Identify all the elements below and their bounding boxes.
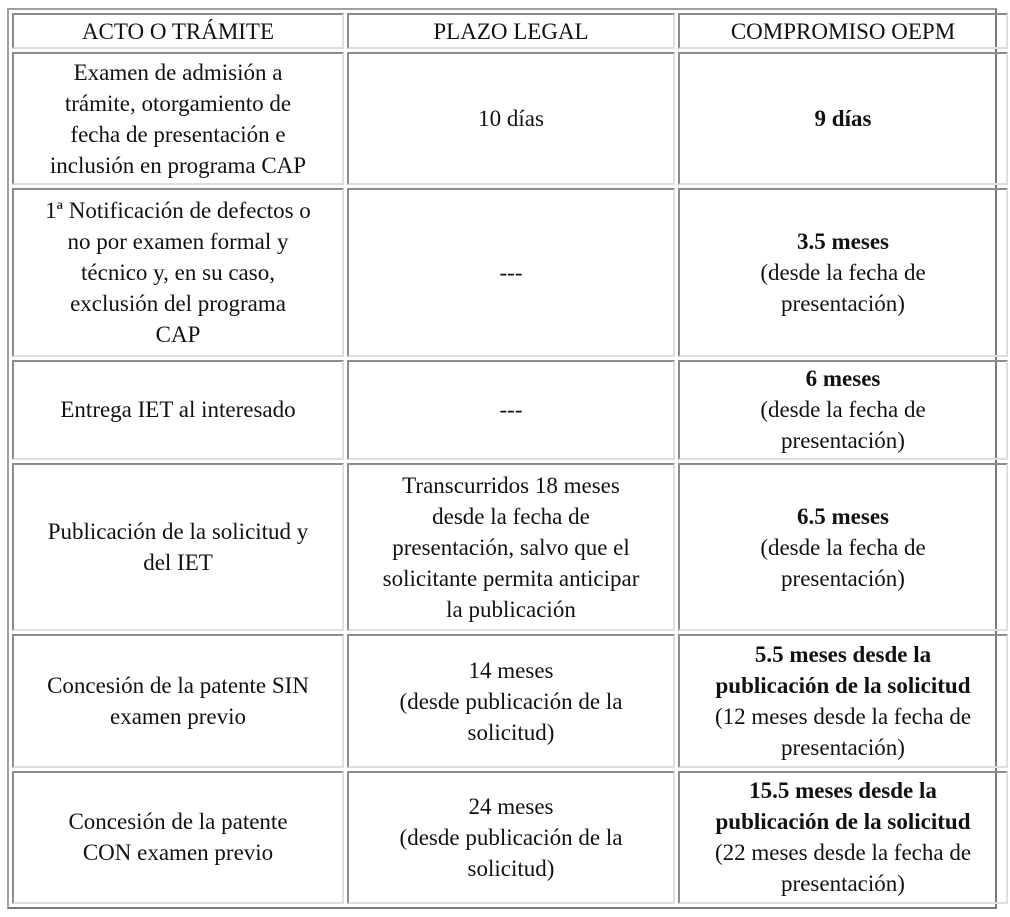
cell-acto xyxy=(12,463,344,631)
acto-text-line: examen previo xyxy=(109,704,247,729)
compromiso-bold-line: publicación de la solicitud xyxy=(715,809,971,835)
plazo-text-line: 24 meses xyxy=(468,793,554,819)
compromiso-text-line: presentación) xyxy=(781,735,905,760)
header-plazo: PLAZO LEGAL xyxy=(347,13,675,49)
plazo-text-line: solicitante permita anticipar xyxy=(382,565,640,591)
plazo-text-line: 10 días xyxy=(478,106,544,132)
cell-plazo xyxy=(347,360,675,460)
table-row xyxy=(12,634,1008,767)
plazo-text-line: --- xyxy=(499,397,523,423)
plazo-text-line: presentación, salvo que el xyxy=(392,534,630,560)
acto-text-line: CON examen previo xyxy=(82,840,274,866)
plazo-text-line: --- xyxy=(499,260,523,285)
compromiso-text-line: (12 meses desde la fecha de xyxy=(714,704,972,729)
plazo-text-line: 14 meses xyxy=(468,657,554,683)
header-row xyxy=(12,13,1008,49)
acto-text-line: no por examen formal y xyxy=(67,229,289,254)
compromiso-bold-line: 5.5 meses desde la xyxy=(754,642,932,667)
cell-plazo xyxy=(347,634,675,767)
acto-text-line: trámite, otorgamiento de xyxy=(64,90,292,116)
plazo-text-line: (desde publicación de la xyxy=(399,824,623,850)
compromiso-text-line: presentación) xyxy=(781,428,905,454)
compromiso-text-line: (desde la fecha de xyxy=(760,534,926,560)
plazo-text-line: desde la fecha de xyxy=(432,503,590,529)
table-row xyxy=(12,52,1008,185)
compromiso-text-line: presentación) xyxy=(781,565,905,591)
cell-plazo xyxy=(347,188,675,356)
compromiso-bold-line: 6.5 meses xyxy=(797,503,889,529)
cell-compromiso xyxy=(678,360,1008,460)
compromiso-text-line: presentación) xyxy=(781,871,905,897)
acto-text-line: inclusión en programa CAP xyxy=(49,152,307,178)
cell-compromiso xyxy=(678,188,1008,356)
acto-text-line: Concesión de la patente xyxy=(68,809,288,835)
cell-acto xyxy=(12,360,344,460)
compromiso-bold-line: 15.5 meses desde la xyxy=(749,778,937,804)
acto-text-line: exclusión del programa xyxy=(70,291,286,316)
acto-text-line: Examen de admisión a xyxy=(73,59,283,85)
table-row xyxy=(12,463,1008,631)
acto-text-line: 1ª Notificación de defectos o xyxy=(45,198,311,223)
plazo-text-line: solicitud) xyxy=(467,855,555,881)
table-row xyxy=(12,188,1008,356)
acto-text-line: Concesión de la patente SIN xyxy=(47,673,309,698)
acto-text-line: CAP xyxy=(155,322,201,347)
table-row xyxy=(12,771,1008,904)
table-body xyxy=(12,52,1008,904)
plazos-table-frame xyxy=(7,8,997,909)
compromiso-text-line: (desde la fecha de xyxy=(760,260,926,285)
plazos-table xyxy=(9,10,1010,907)
cell-compromiso xyxy=(678,771,1008,904)
cell-compromiso xyxy=(678,52,1008,185)
cell-acto xyxy=(12,771,344,904)
cell-compromiso xyxy=(678,634,1008,767)
cell-acto xyxy=(12,52,344,185)
acto-text-line: Entrega IET al interesado xyxy=(60,397,296,423)
compromiso-bold-line: 9 días xyxy=(814,106,872,132)
plazo-text-line: solicitud) xyxy=(467,719,555,745)
acto-text-line: del IET xyxy=(143,550,213,576)
cell-plazo xyxy=(347,771,675,904)
cell-acto xyxy=(12,188,344,356)
compromiso-bold-line: 6 meses xyxy=(805,366,881,392)
compromiso-bold-line: 3.5 meses xyxy=(797,229,889,254)
plazo-text-line: la publicación xyxy=(446,596,576,622)
header-compromiso: COMPROMISO OEPM xyxy=(678,13,1008,49)
compromiso-text-line: (22 meses desde la fecha de xyxy=(714,840,972,866)
acto-text-line: técnico y, en su caso, xyxy=(81,260,275,285)
acto-text-line: Publicación de la solicitud y xyxy=(47,519,309,545)
compromiso-bold-line: publicación de la solicitud xyxy=(715,673,971,698)
header-acto: ACTO O TRÁMITE xyxy=(12,13,344,49)
acto-text-line: fecha de presentación e xyxy=(70,121,286,147)
cell-acto xyxy=(12,634,344,767)
plazo-text-line: Transcurridos 18 meses xyxy=(402,472,620,498)
compromiso-text-line: presentación) xyxy=(781,291,905,316)
cell-plazo xyxy=(347,463,675,631)
compromiso-text-line: (desde la fecha de xyxy=(760,397,926,423)
cell-compromiso xyxy=(678,463,1008,631)
cell-plazo xyxy=(347,52,675,185)
table-row xyxy=(12,360,1008,460)
plazo-text-line: (desde publicación de la xyxy=(399,688,623,714)
